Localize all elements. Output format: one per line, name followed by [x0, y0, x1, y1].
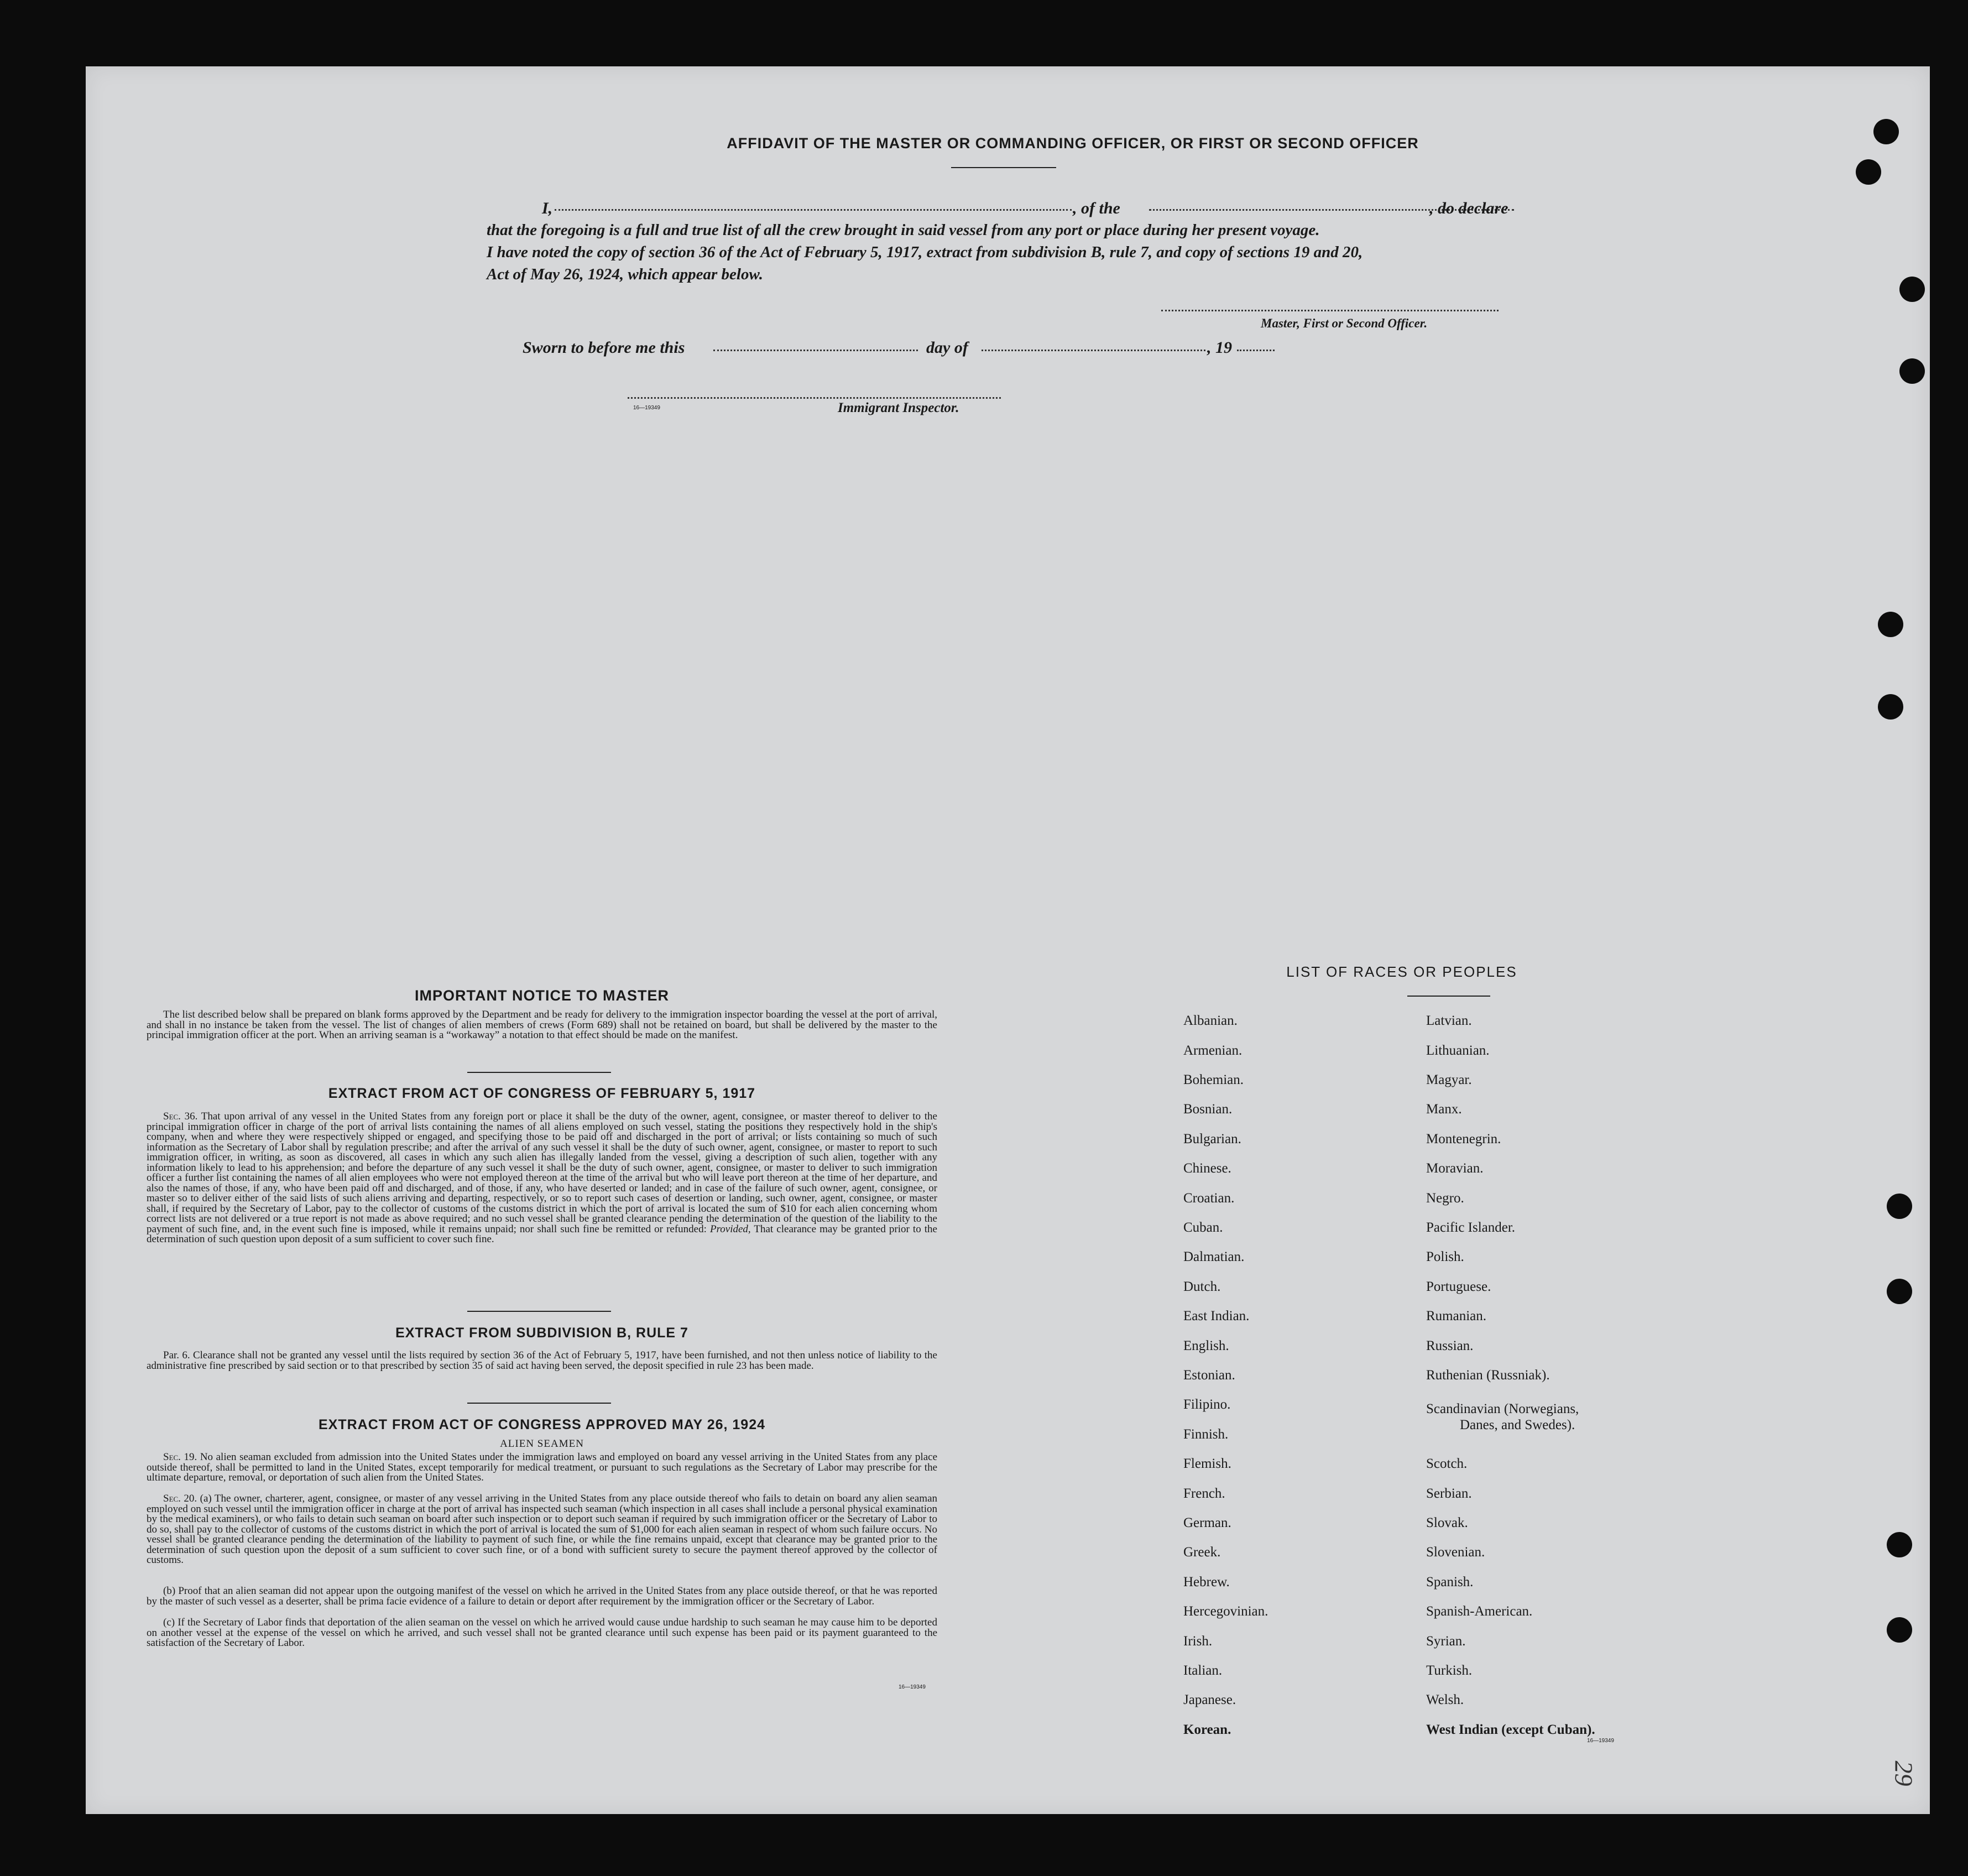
sec-20b-text: (b) Proof that an alien seaman did not appear upon the outgoing manifest of the vessel on which he arrived in the United States from any place outside thereof, or that he was reported by the master of such vessel as a deserter, shall be prima facie evidence of a failure to detain or deport after requirement by the immigration officer or the Secretary of Labor.	[147, 1585, 937, 1607]
binder-hole-1	[1873, 119, 1899, 144]
sec-20a-body: (a) The owner, charterer, agent, consignee, or master of any vessel arriving in the United States from any place outside thereof who fails to detain on board any alien seaman employed on such vessel until the immigration officer in charge at the port of arrival has inspected such seaman (which inspection in all cases shall include a personal physical examination by the medical examiners), or who fails to detain such seaman on board after such inspection or to deport such seaman if required by such immigration officer or the Secretary of Labor to do so, shall pay to the collector of customs of the customs district in which the port of arrival is located the sum of $1,000 for each alien seaman in respect of whom such failure occurs. No vessel shall be granted clearance pending the determination of the liability to payment of such fine, or while the fine remains unpaid, except that clearance may be granted prior to the determination of such question upon the deposit of a sum sufficient to cover such fine, or of a bond with sufficient surety to secure the payment thereof approved by the collector of customs.	[147, 1493, 937, 1566]
race-right-14: Scandinavian (Norwegians,	[1426, 1401, 1579, 1416]
alien-seamen-subtitle: ALIEN SEAMEN	[500, 1438, 584, 1450]
rule-7-rule	[467, 1403, 611, 1404]
race-left-12: English.	[1183, 1338, 1229, 1353]
race-left-22: Irish.	[1183, 1634, 1213, 1649]
binder-hole-2	[1856, 159, 1881, 185]
race-right-6: Moravian.	[1426, 1161, 1484, 1176]
day-of-label: day of	[926, 338, 968, 357]
race-left-16: Flemish.	[1183, 1456, 1231, 1471]
race-left-19: Greek.	[1183, 1545, 1221, 1560]
affidavit-line-4: Act of May 26, 1924, which appear below.	[487, 265, 763, 283]
race-left-11: East Indian.	[1183, 1309, 1250, 1323]
binder-hole-7	[1887, 1194, 1912, 1219]
race-left-21: Hercegovinian.	[1183, 1604, 1269, 1619]
sec-19-body: No alien seaman excluded from admission into the United States under the immigration laws and employed on board any vessel arriving in the United States from any place outside thereof, shall be permitted to land in the United States, except temporarily for medical treatment, or pursuant to such regulations as the Secretary of Labor may prescribe for the ultimate departure, removal, or deportation of such alien from the United States.	[147, 1451, 938, 1483]
race-right-15: Danes, and Swedes).	[1460, 1418, 1575, 1432]
race-left-23: Italian.	[1183, 1663, 1223, 1678]
form-sheet	[86, 66, 1930, 1814]
sworn-year-field[interactable]	[1237, 350, 1275, 351]
race-left-6: Chinese.	[1183, 1161, 1231, 1176]
declarant-i-label: I,	[542, 199, 553, 217]
race-right-18: Slovak.	[1426, 1515, 1468, 1530]
affidavit-title: AFFIDAVIT OF THE MASTER OR COMMANDING OFFICER, OR FIRST OR SECOND OFFICER	[727, 135, 1419, 152]
sec-20a-text	[147, 1494, 937, 1566]
sworn-label: Sworn to before me this	[523, 338, 685, 357]
race-right-19: Slovenian.	[1426, 1545, 1485, 1560]
race-right-10: Portuguese.	[1426, 1279, 1491, 1294]
races-title-rule	[1407, 996, 1490, 997]
race-right-3: Magyar.	[1426, 1072, 1472, 1087]
affidavit-line-3: I have noted the copy of section 36 of the Act of February 5, 1917, extract from subdivision B, rule 7, and copy of sections 19 and 20,	[487, 243, 1363, 261]
race-left-1: Albanian.	[1183, 1013, 1238, 1028]
extract-1917-text	[147, 1112, 937, 1245]
race-right-25: West Indian (except Cuban).	[1426, 1722, 1595, 1737]
binder-hole-4	[1899, 358, 1925, 384]
sworn-day-field[interactable]	[713, 350, 918, 351]
race-right-23: Turkish.	[1426, 1663, 1473, 1678]
inspector-label: Immigrant Inspector.	[838, 400, 959, 415]
race-left-13: Estonian.	[1183, 1368, 1235, 1383]
notice-title: IMPORTANT NOTICE TO MASTER	[415, 987, 669, 1004]
binder-hole-8	[1887, 1279, 1912, 1304]
race-right-24: Welsh.	[1426, 1692, 1464, 1707]
race-right-1: Latvian.	[1426, 1013, 1472, 1028]
sec-19-text	[147, 1452, 937, 1483]
race-right-17: Serbian.	[1426, 1486, 1472, 1501]
race-right-7: Negro.	[1426, 1191, 1464, 1206]
extract-1917-rule	[467, 1311, 611, 1312]
race-left-14: Filipino.	[1183, 1397, 1231, 1412]
sec-20-label: Sec. 20.	[163, 1493, 197, 1504]
race-right-11: Rumanian.	[1426, 1309, 1487, 1323]
race-right-8: Pacific Islander.	[1426, 1220, 1516, 1235]
race-right-13: Ruthenian (Russniak).	[1426, 1368, 1550, 1383]
race-left-2: Armenian.	[1183, 1043, 1243, 1058]
notice-rule	[467, 1072, 611, 1073]
extract-1924-title: EXTRACT FROM ACT OF CONGRESS APPROVED MAY 26, 1924	[318, 1417, 766, 1432]
year-label: , 19	[1207, 338, 1232, 357]
margin-handwritten-note: 29	[1889, 1760, 1918, 1786]
extract-1917-title: EXTRACT FROM ACT OF CONGRESS OF FEBRUARY 5, 1917	[328, 1086, 756, 1101]
master-signature-line[interactable]	[1161, 310, 1499, 311]
races-form-id: 16—19349	[1587, 1738, 1614, 1744]
race-left-9: Dalmatian.	[1183, 1249, 1245, 1264]
do-declare-label: , do declare	[1429, 199, 1508, 217]
race-left-7: Croatian.	[1183, 1191, 1235, 1206]
race-left-10: Dutch.	[1183, 1279, 1221, 1294]
races-title: LIST OF RACES OR PEOPLES	[1286, 963, 1517, 980]
race-left-25: Korean.	[1183, 1722, 1231, 1737]
binder-hole-3	[1899, 277, 1925, 302]
race-left-24: Japanese.	[1183, 1692, 1236, 1707]
rule-7-text: Par. 6. Clearance shall not be granted any vessel until the lists required by section 36 of the Act of February 5, 1917, have been furnished, and not then unless notice of liability to the administrative fine prescribed by said section or to that prescribed by section 35 of said act having been served, the deposit specified in rule 23 has been made.	[147, 1349, 937, 1372]
master-signature-label: Master, First or Second Officer.	[1261, 316, 1428, 330]
race-right-22: Syrian.	[1426, 1634, 1466, 1649]
race-left-5: Bulgarian.	[1183, 1132, 1241, 1147]
race-right-9: Polish.	[1426, 1249, 1464, 1264]
sec-19-label: Sec. 19.	[163, 1451, 197, 1463]
race-left-20: Hebrew.	[1183, 1575, 1230, 1590]
notice-text: The list described below shall be prepared on blank forms approved by the Department and be ready for delivery to the immigration inspector boarding the vessel at the port of arrival, and shall in no instance be taken from the vessel. The list of changes of alien members of crews (Form 689) shall not be retained on board, but shall be delivered by the master to the principal immigration officer at the port. When an arriving seaman is a “workaway” a notation to that effect should be made on the manifest.	[147, 1009, 937, 1041]
race-left-15: Finnish.	[1183, 1427, 1229, 1442]
rule-7-title: EXTRACT FROM SUBDIVISION B, RULE 7	[395, 1325, 688, 1341]
race-right-16: Scotch.	[1426, 1456, 1468, 1471]
binder-hole-5	[1878, 612, 1903, 637]
race-right-4: Manx.	[1426, 1102, 1462, 1117]
race-left-4: Bosnian.	[1183, 1102, 1233, 1117]
extract-form-id: 16—19349	[899, 1684, 926, 1690]
inspector-signature-line[interactable]	[628, 397, 1001, 399]
affidavit-form-id: 16—19349	[633, 405, 660, 411]
affidavit-title-rule	[951, 167, 1056, 168]
binder-hole-6	[1878, 694, 1903, 720]
declarant-name-field[interactable]	[555, 209, 1072, 211]
race-left-3: Bohemian.	[1183, 1072, 1244, 1087]
race-right-20: Spanish.	[1426, 1575, 1474, 1590]
provided-word: Provided,	[709, 1223, 751, 1235]
race-left-8: Cuban.	[1183, 1220, 1223, 1235]
of-the-label: , of the	[1073, 199, 1120, 217]
sec-20c-text: (c) If the Secretary of Labor finds that deportation of the alien seaman on the vessel on which he arrived would cause undue hardship to such seaman he may cause him to be deported on another vessel at the expense of the vessel on which he arrived, and such vessel shall not be granted clearance until such expense has been paid or its payment guaranteed to the satisfaction of the Secretary of Labor.	[147, 1617, 937, 1649]
race-right-21: Spanish-American.	[1426, 1604, 1533, 1619]
race-right-2: Lithuanian.	[1426, 1043, 1490, 1058]
sec-36-body: That upon arrival of any vessel in the United States from any foreign port or place it shall be the duty of the owner, agent, consignee, or master thereof to deliver to the principal immigration officer in charge of the port of arrival lists containing the names of all aliens employed on such vessel, stating the positions they respectively hold in the ship's company, when and where they were respectively shipped or engaged, and specifying those to be paid off and discharged in the port of arrival; or lists containing so much of such information as the Secretary of Labor shall by regulation prescribe; and after the arrival of any such vessel it shall be the duty of such owner, agent, consignee, or master to report to such immigration officer, in writing, as soon as discovered, all cases in which any such alien has illegally landed from the vessel, giving a description of such alien, together with any information likely to lead to his apprehension; and before the departure of any such vessel it shall be the duty of such owner, agent, consignee, or master to deliver to such immigration officer a further list containing the names of all alien employees who were not employed thereon at the time of the arrival but who will leave port thereon at the time of her departure, and also the names of those, if any, who have been paid off and discharged, and of those, if any, who have deserted or landed; and in case of the failure of such owner, agent, consignee, or master so to deliver either of the said lists of such aliens arriving and departing, respectively, or so to report such cases of desertion or landing, such owner, agent, consignee, or master shall, if required by the Secretary of Labor, pay to the collector of customs of the customs district in which the port of arrival is located the sum of $10 for each alien concerning whom correct lists are not delivered or a true report is not made as above required; and no such vessel shall be granted clearance pending the determination of the question of the liability to the payment of such fine, and, in the event such fine is imposed, while it remains unpaid; nor shall such fine be remitted or refunded:	[147, 1111, 937, 1235]
sworn-month-field[interactable]	[982, 350, 1205, 351]
race-right-12: Russian.	[1426, 1338, 1474, 1353]
race-left-18: German.	[1183, 1515, 1231, 1530]
binder-hole-10	[1887, 1617, 1912, 1643]
binder-hole-9	[1887, 1532, 1912, 1557]
affidavit-line-2: that the foregoing is a full and true list of all the crew brought in said vessel from any port or place during her present voyage.	[487, 221, 1320, 239]
race-right-5: Montenegrin.	[1426, 1132, 1501, 1147]
sec-36-label: Sec. 36.	[163, 1111, 198, 1122]
sec-36-end: That clearance may be granted prior to the determination of such question upon deposit of a sum sufficient to cover such fine.	[147, 1223, 937, 1245]
race-left-17: French.	[1183, 1486, 1225, 1501]
